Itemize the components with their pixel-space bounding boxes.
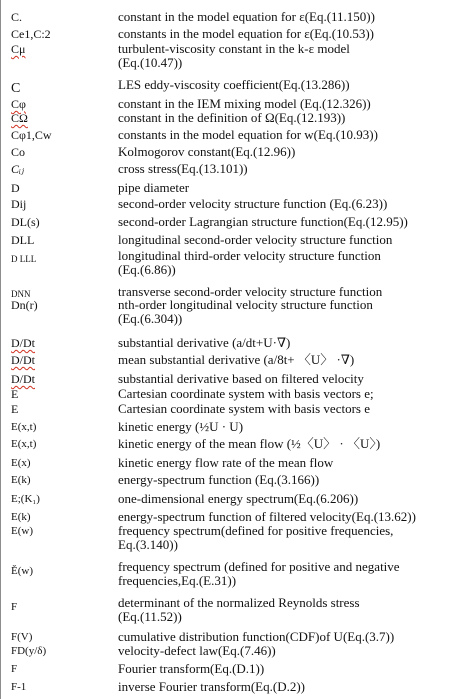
notation-description	[118, 145, 463, 159]
description-line: (Eq.(6.86))	[118, 262, 176, 277]
notation-description	[118, 181, 463, 195]
description-line: Kolmogorov constant(Eq.(12.96))	[118, 144, 296, 159]
description-line: nth-order longitudinal velocity structure function	[118, 297, 373, 312]
notation-description	[118, 456, 463, 470]
notation-description	[118, 298, 463, 326]
description-line: kinetic energy flow rate of the mean flow	[118, 455, 334, 470]
notation-symbol: DL(s)	[11, 215, 40, 229]
notation-description	[118, 473, 463, 487]
notation-description	[118, 510, 463, 524]
description-line: cross stress(Eq.(13.101))	[118, 161, 248, 176]
notation-description	[118, 111, 463, 125]
description-line: frequency spectrum (defined for positive and negative	[118, 559, 400, 574]
notation-symbol: E(w)	[11, 525, 33, 537]
notation-symbol: Dn(r)	[11, 298, 38, 312]
description-line: constant in the IEM mixing model (Eq.(12.326))	[118, 96, 371, 111]
description-line: constants in the model equation for ε(Eq.(10.53))	[118, 26, 375, 41]
notation-description	[118, 42, 463, 70]
notation-symbol: E	[11, 402, 19, 416]
notation-symbol: Cφ	[11, 97, 26, 111]
description-line: constant in the definition of Ω(Eq.(12.193))	[118, 110, 346, 125]
description-line: kinetic energy of the mean flow (½〈U〉 · 〈U〉)	[118, 436, 381, 451]
description-line: mean substantial derivative (a/8t+ 〈U〉 ·∇)	[118, 352, 355, 367]
notation-description	[118, 353, 463, 367]
description-line: cumulative distribution function(CDF)of U(Eq.(3.7))	[118, 629, 395, 644]
description-line: substantial derivative (a/dt+U·∇)	[118, 335, 291, 350]
notation-symbol: F	[11, 663, 18, 675]
notation-symbol: Co	[11, 145, 26, 159]
description-line: second-order velocity structure function (Eq.(6.23))	[118, 196, 388, 211]
notation-symbol: Ce1,C:2	[11, 27, 51, 41]
description-line: turbulent-viscosity constant in the k-ε model	[118, 41, 350, 56]
description-line: pipe diameter	[118, 180, 190, 195]
notation-description	[118, 10, 463, 24]
notation-symbol: E(x,t)	[11, 438, 37, 450]
description-line: frequency spectrum(defined for positive frequencies,	[118, 523, 394, 538]
notation-description	[118, 233, 463, 247]
notation-symbol: C.	[11, 10, 23, 24]
description-line: determinant of the normalized Reynolds stress	[118, 595, 360, 610]
notation-symbol: E	[11, 387, 19, 401]
notation-description	[118, 437, 463, 451]
description-line: second-order Lagrangian structure function(Eq.(12.95))	[118, 214, 408, 229]
notation-symbol: E(x,t)	[11, 421, 37, 433]
notation-symbol: D LLL	[11, 254, 37, 264]
description-line: one-dimensional energy spectrum(Eq.(6.206))	[118, 491, 359, 506]
notation-description	[118, 249, 463, 277]
notation-description	[118, 662, 463, 676]
notation-symbol: D/Dt	[11, 372, 35, 386]
notation-symbol: CΩ	[11, 111, 28, 125]
notation-description	[118, 215, 463, 229]
notation-symbol: E(x)	[11, 457, 31, 469]
description-line: transverse second-order velocity structure function	[118, 284, 383, 299]
notation-symbol: C	[11, 81, 21, 96]
description-line: longitudinal third-order velocity structure function	[118, 248, 381, 263]
description-line: (Eq.(11.52))	[118, 609, 182, 624]
notation-description	[118, 492, 463, 506]
description-line: kinetic energy (½U · U)	[118, 419, 244, 434]
notation-symbol: F(V)	[11, 631, 33, 643]
notation-description	[118, 644, 463, 658]
notation-symbol: F	[11, 601, 18, 613]
notation-symbol: E;(K₁)	[11, 493, 40, 505]
description-line: frequencies,Eq.(E.31))	[118, 573, 237, 588]
notation-symbol: DNN	[11, 289, 31, 299]
notation-description	[118, 420, 463, 434]
notation-description	[118, 524, 463, 552]
description-line: constant in the model equation for ε(Eq.(11.150))	[118, 9, 375, 24]
description-line: Eq.(3.140))	[118, 537, 178, 552]
notation-description	[118, 197, 463, 211]
notation-symbol: DLL	[11, 233, 35, 247]
description-line: Fourier transform(Eq.(D.1))	[118, 661, 265, 676]
notation-symbol: Cφ1,Cw	[11, 128, 52, 142]
notation-symbol: Cμ	[11, 42, 26, 56]
description-line: LES eddy-viscosity coefficient(Eq.(13.286))	[118, 77, 350, 92]
description-line: (Eq.(6.304))	[118, 311, 183, 326]
notation-description	[118, 78, 463, 92]
notation-symbol: Cᵢⱼ	[11, 162, 25, 176]
notation-description	[118, 560, 463, 588]
description-line: Cartesian coordinate system with basis vectors e;	[118, 386, 374, 401]
description-line: (Eq.(10.47))	[118, 55, 183, 70]
description-line: energy-spectrum function (Eq.(3.166))	[118, 472, 320, 487]
description-line: substantial derivative based on filtered velocity	[118, 371, 364, 386]
notation-description	[118, 27, 463, 41]
notation-description	[118, 162, 463, 176]
notation-description	[118, 336, 463, 350]
notation-description	[118, 596, 463, 624]
notation-symbol: D/Dt	[11, 336, 35, 350]
notation-description	[118, 630, 463, 644]
notation-symbol: Ě(w)	[11, 565, 33, 577]
description-line: energy-spectrum function of filtered velocity(Eq.(13.62))	[118, 509, 416, 524]
notation-symbol: FD(y/δ)	[11, 645, 47, 657]
description-line: inverse Fourier transform(Eq.(D.2))	[118, 679, 305, 694]
notation-symbol: F-1	[11, 681, 27, 693]
notation-description	[118, 372, 463, 386]
description-line: longitudinal second-order velocity structure function	[118, 232, 393, 247]
notation-description	[118, 128, 463, 142]
notation-description	[118, 402, 463, 416]
description-line: Cartesian coordinate system with basis vectors e	[118, 401, 370, 416]
description-line: constants in the model equation for w(Eq.(10.93))	[118, 127, 378, 142]
notation-symbol: E(k)	[11, 511, 31, 523]
notation-symbol: D/Dt	[11, 353, 35, 367]
notation-symbol: Dij	[11, 197, 27, 211]
notation-symbol: D	[11, 181, 20, 195]
notation-description	[118, 387, 463, 401]
notation-description	[118, 97, 463, 111]
notation-symbol: E(k)	[11, 474, 31, 486]
notation-description	[118, 680, 463, 694]
description-line: velocity-defect law(Eq.(7.46))	[118, 643, 276, 658]
